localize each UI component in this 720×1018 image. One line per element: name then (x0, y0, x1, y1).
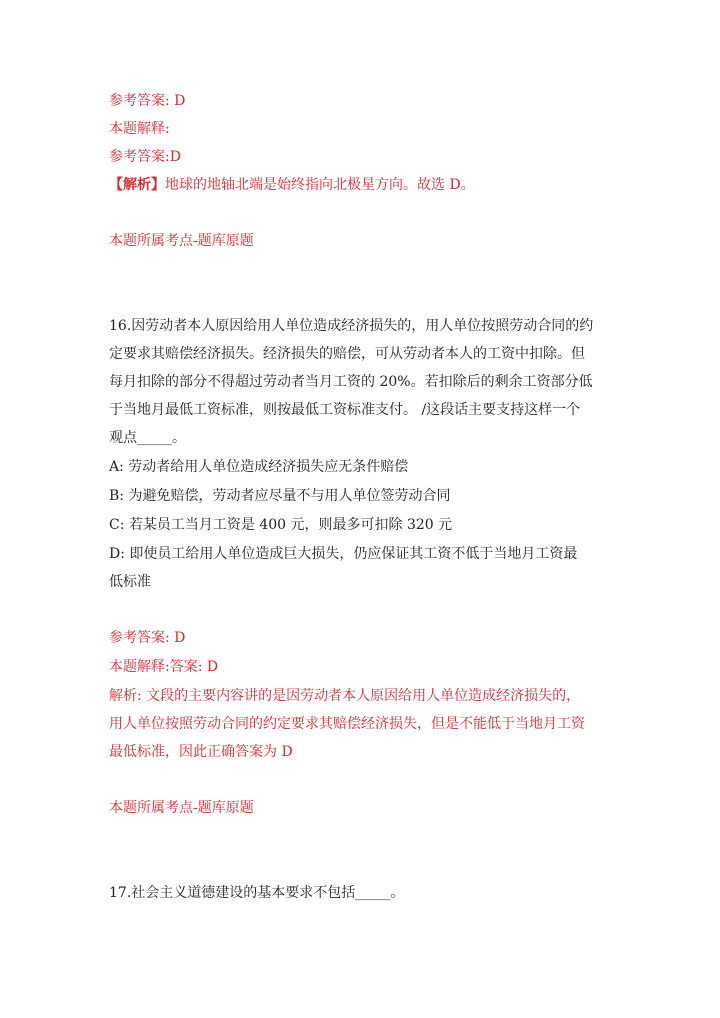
q16-stem-line: 定要求其赔偿经济损失。经济损失的赔偿，可从劳动者本人的工资中扣除。但 (109, 346, 585, 362)
q16-option-a: A: 劳动者给用人单位造成经济损失应无条件赔偿 (109, 459, 409, 475)
q16-explain: 本题解释:答案: D (109, 659, 219, 675)
q16-stem-line: 观点_____。 (109, 430, 186, 446)
q15-answer: 参考答案: D (109, 93, 186, 109)
q15-analysis-tag: 【解析】 (109, 177, 165, 193)
q16-analysis-line: 最低标准，因此正确答案为 D (109, 744, 293, 760)
q16-stem-line: 于当地月最低工资标准，则按最低工资标准支付。 /这段话主要支持这样一个 (109, 402, 581, 418)
q16-stem-line: 16.因劳动者本人原因给用人单位造成经济损失的，用人单位按照劳动合同的约 (109, 318, 594, 334)
q15-topic: 本题所属考点-题库原题 (109, 233, 254, 249)
q16-stem-line: 每月扣除的部分不得超过劳动者当月工资的 20%。若扣除后的剩余工资部分低 (109, 374, 593, 390)
q16-answer: 参考答案: D (109, 630, 186, 646)
q16-analysis-line: 用人单位按照劳动合同的约定要求其赔偿经济损失，但是不能低于当地月工资 (109, 716, 585, 732)
q16-topic: 本题所属考点-题库原题 (109, 800, 254, 816)
q15-explain-label: 本题解释: (109, 121, 170, 137)
q15-analysis (109, 175, 475, 195)
q16-option-c: C: 若某员工当月工资是 400 元，则最多可扣除 320 元 (109, 517, 453, 533)
q16-option-d: D: 即使员工给用人单位造成巨大损失，仍应保证其工资不低于当地月工资最 (109, 546, 578, 562)
q15-answer-2: 参考答案:D (109, 149, 181, 165)
q16-option-d-cont: 低标准 (109, 574, 151, 590)
q15-analysis-text: 地球的地轴北端是始终指向北极星方向。故选 D。 (165, 177, 475, 193)
q16-option-b: B: 为避免赔偿，劳动者应尽量不与用人单位签劳动合同 (109, 488, 451, 504)
q16-analysis-line: 解析: 文段的主要内容讲的是因劳动者本人原因给用人单位造成经济损失的， (109, 688, 581, 704)
q17-stem: 17.社会主义道德建设的基本要求不包括_____。 (109, 885, 405, 901)
